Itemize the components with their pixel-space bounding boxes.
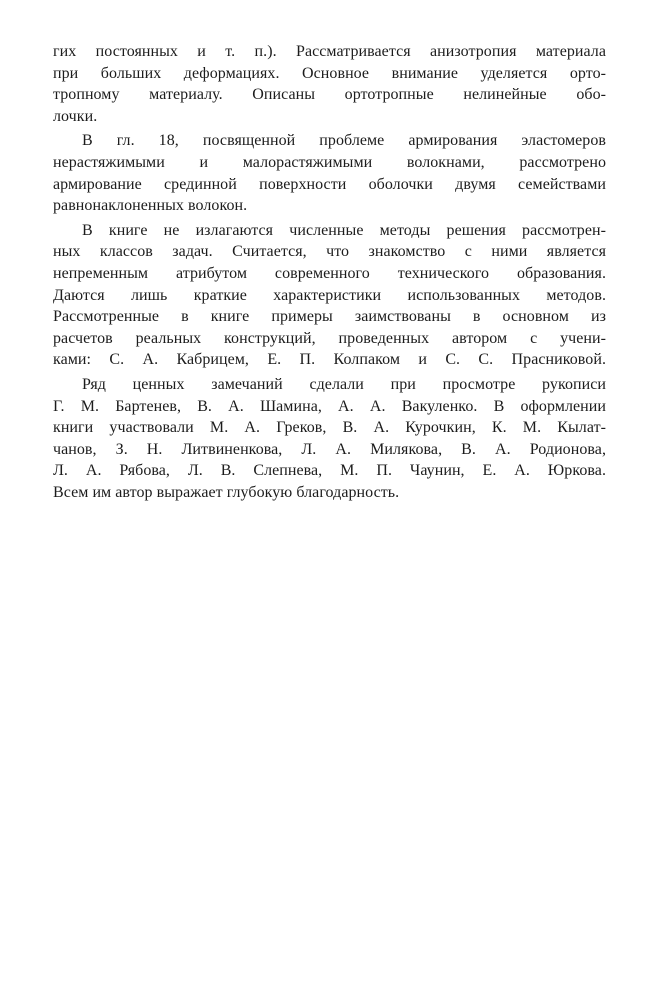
text-line: В книге не излагаются численные методы решения рассмотрен- <box>82 221 606 239</box>
paragraph-1 <box>53 41 606 127</box>
text-line: ками: С. А. Кабрицем, Е. П. Колпаком и С. С. Прасниковой. <box>53 351 606 369</box>
text-line: Г. М. Бартенев, В. А. Шамина, А. А. Вакуленко. В оформлении <box>53 397 606 415</box>
text-line: непременным атрибутом современного технического образования. <box>53 264 606 282</box>
text-line: расчетов реальных конструкций, проведенных автором с учени- <box>53 329 606 347</box>
paragraph-3 <box>53 220 606 371</box>
text-line: тропному материалу. Описаны ортотропные нелинейные обо- <box>53 86 606 104</box>
text-line: нерастяжимыми и малорастяжимыми волокнами, рассмотрено <box>53 153 606 171</box>
text-line: лочки. <box>53 107 98 125</box>
text-line: Даются лишь краткие характеристики использованных методов. <box>53 286 606 304</box>
paragraph-4 <box>53 374 606 504</box>
document-page <box>53 41 606 506</box>
text-line: Ряд ценных замечаний сделали при просмотре рукописи <box>82 375 606 393</box>
text-line: гих постоянных и т. п.). Рассматривается анизотропия материала <box>53 43 606 60</box>
paragraph-2 <box>53 130 606 216</box>
text-line: Л. А. Рябова, Л. В. Слепнева, М. П. Чаунин, Е. А. Юркова. <box>53 462 606 480</box>
text-line: В гл. 18, посвященной проблеме армирования эластомеров <box>82 132 606 150</box>
text-line: равнонаклоненных волокон. <box>53 197 248 215</box>
text-line: чанов, З. Н. Литвиненкова, Л. А. Милякова, В. А. Родионова, <box>53 440 606 458</box>
text-line: армирование срединной поверхности оболочки двумя семействами <box>53 175 606 193</box>
text-line: книги участвовали М. А. Греков, В. А. Курочкин, К. М. Кылат- <box>53 419 606 437</box>
text-line: Всем им автор выражает глубокую благодарность. <box>53 483 400 501</box>
text-line: при больших деформациях. Основное внимание уделяется орто- <box>53 64 606 82</box>
text-line: Рассмотренные в книге примеры заимствованы в основном из <box>53 308 606 326</box>
text-line: ных классов задач. Считается, что знакомство с ними является <box>53 243 606 261</box>
